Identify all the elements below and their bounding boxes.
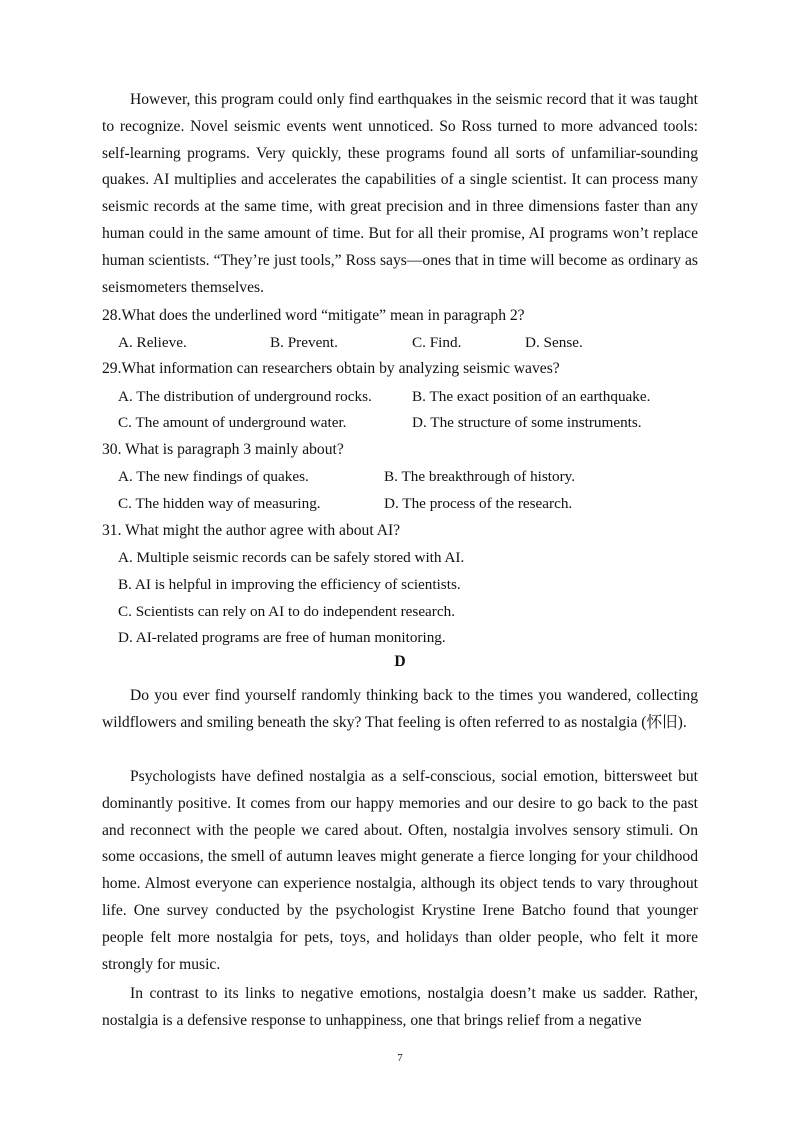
question-31-option-d: D. AI-related programs are free of human monitoring. <box>118 629 446 646</box>
question-30-option-c: C. The hidden way of measuring. <box>118 495 321 512</box>
question-31-option-b: B. AI is helpful in improving the efficiency of scientists. <box>118 576 461 593</box>
passage-d-paragraph-2: Psychologists have defined nostalgia as a self-conscious, social emotion, bittersweet but dominantly positive. It comes from our happy memories and our desire to go back to the past and reconnect with the people we cared about. Often, nostalgia involves sensory stimuli. On some occasions, the smell of autumn leaves might generate a fierce longing for your childhood home. Almost everyone can experience nostalgia, although its object tends to vary throughout life. One survey conducted by the psychologist Krystine Irene Batcho found that younger people felt more nostalgia for pets, toys, and holidays than older people, who felt it more strongly for music. <box>102 768 698 973</box>
question-31-stem: 31. What might the author agree with about AI? <box>102 522 401 539</box>
question-31-option-c: C. Scientists can rely on AI to do independent research. <box>118 603 455 620</box>
question-29-option-d: D. The structure of some instruments. <box>412 414 642 431</box>
section-d-heading: D <box>394 653 406 670</box>
passage-c-final-paragraph: However, this program could only find earthquakes in the seismic record that it was taught to recognize. Novel seismic events went unnoticed. So Ross turned to more advanced tools: self-learning programs. Very quickly, these programs found all sorts of unfamiliar-sounding quakes. AI multiplies and accelerates the capabilities of a single scientist. It can process many seismic records at the same time, with great precision and in three dimensions faster than any human could in the same amount of time. But for all their promise, AI programs won’t replace human scientists. “They’re just tools,” Ross says—ones that in time will become as ordinary as seismometers themselves. <box>102 91 698 296</box>
question-28-option-a: A. Relieve. <box>118 334 187 351</box>
question-30-option-a: A. The new findings of quakes. <box>118 468 309 485</box>
passage-d-paragraph-3: In contrast to its links to negative emotions, nostalgia doesn’t make us sadder. Rather, nostalgia is a defensive response to unhappiness, one that brings relief from a negative <box>102 985 698 1029</box>
question-28-option-b: B. Prevent. <box>270 334 338 351</box>
question-28-option-d: D. Sense. <box>525 334 583 351</box>
question-28-stem: 28.What does the underlined word “mitigate” mean in paragraph 2? <box>102 307 525 324</box>
question-29-option-b: B. The exact position of an earthquake. <box>412 388 651 405</box>
question-29-option-a: A. The distribution of underground rocks. <box>118 388 372 405</box>
question-30-stem: 30. What is paragraph 3 mainly about? <box>102 441 344 458</box>
question-30-option-d: D. The process of the research. <box>384 495 573 512</box>
question-31-option-a: A. Multiple seismic records can be safely stored with AI. <box>118 549 465 566</box>
question-29-option-c: C. The amount of underground water. <box>118 414 347 431</box>
page-number: 7 <box>397 1052 403 1064</box>
question-30-option-b: B. The breakthrough of history. <box>384 468 576 485</box>
question-28-option-c: C. Find. <box>412 334 462 351</box>
passage-d-paragraph-1: Do you ever find yourself randomly thinking back to the times you wandered, collecting wildflowers and smiling beneath the sky? That feeling is often referred to as nostalgia (怀旧). <box>102 687 698 731</box>
question-29-stem: 29.What information can researchers obtain by analyzing seismic waves? <box>102 360 560 377</box>
